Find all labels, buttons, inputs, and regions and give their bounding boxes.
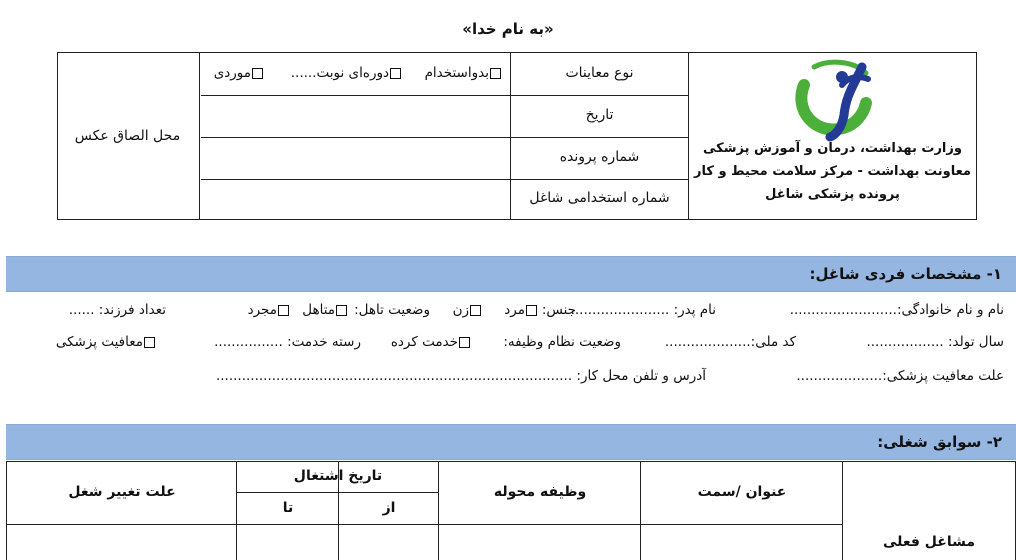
photo-cell — [56, 53, 199, 219]
row-divider — [201, 179, 688, 180]
checkbox[interactable] — [252, 68, 263, 79]
photo-label: محل الصاق عکس — [74, 128, 181, 144]
exemption-reason-field[interactable]: علت معافیت پزشکی:.................... — [796, 368, 1004, 384]
col-date-header: تاریخ اشتغال — [293, 468, 383, 484]
checkbox[interactable] — [144, 337, 155, 348]
national-id-field[interactable]: کد ملی:.................... — [664, 334, 796, 350]
employee-number-label: شماره استخدامی شاغل — [529, 190, 670, 206]
rank-field[interactable]: رسته خدمت: ................ — [214, 334, 361, 350]
option-pre-employment[interactable]: بدواستخدام — [425, 65, 502, 81]
checkbox[interactable] — [526, 305, 537, 316]
checkbox[interactable] — [490, 68, 501, 79]
col-to-header: تا — [282, 500, 294, 516]
logo-cell — [688, 53, 976, 219]
checkbox[interactable] — [278, 305, 289, 316]
row-divider — [201, 95, 688, 96]
file-type-line: پرونده پزشکی شاغل — [765, 187, 900, 202]
male-option[interactable]: مرد — [504, 302, 538, 318]
row-divider — [201, 137, 688, 138]
checkbox[interactable] — [390, 68, 401, 79]
row-divider — [7, 524, 843, 525]
option-periodic[interactable]: دوره‌ای نوبت...... — [291, 65, 402, 81]
label-column — [510, 53, 688, 219]
col-duty-header: وظیفه محوله — [493, 484, 587, 500]
served-option[interactable]: خدمت کرده — [391, 334, 471, 350]
ministry-line: وزارت بهداشت، درمان و آموزش پزشکی — [703, 141, 962, 156]
female-option[interactable]: زن — [453, 302, 482, 318]
row-divider — [237, 492, 439, 493]
job-history-table — [6, 461, 1016, 560]
col-title-header: عنوان /سمت — [697, 484, 787, 500]
current-jobs-label: مشاغل فعلی — [882, 534, 976, 550]
checkbox[interactable] — [336, 305, 347, 316]
section-personal-title: ۱- مشخصات فردی شاغل: — [809, 265, 1002, 283]
header-box — [57, 52, 977, 220]
marital-label: وضعیت تاهل: — [354, 302, 430, 318]
deputy-line: معاونت بهداشت - مرکز سلامت محیط و کار — [694, 164, 971, 179]
birth-year-field[interactable]: سال تولد: .................. — [866, 334, 1004, 350]
value-column — [199, 53, 510, 219]
option-case[interactable]: موردی — [214, 65, 264, 81]
single-option[interactable]: مجرد — [248, 302, 290, 318]
military-label: وضعیت نظام وظیفه: — [503, 334, 621, 350]
col-reason-header: علت تغییر شغل — [68, 484, 176, 500]
exam-type-label: نوع معاینات — [565, 65, 634, 81]
col-from-header: از — [382, 500, 396, 516]
checkbox[interactable] — [459, 337, 470, 348]
section-jobs-bar — [6, 424, 1016, 460]
name-field[interactable]: نام و نام خانوادگی:......................... — [789, 302, 1004, 318]
section-jobs-title: ۲- سوابق شغلی: — [877, 433, 1002, 451]
work-address-field[interactable]: آدرس و تلفن محل کار: ................................................................................... — [215, 368, 706, 384]
checkbox[interactable] — [470, 305, 481, 316]
section-personal-bar — [6, 256, 1016, 292]
children-field[interactable]: تعداد فرزند: ...... — [68, 302, 166, 318]
gender-label: جنس: — [541, 302, 576, 318]
date-label: تاریخ — [585, 107, 614, 123]
col-divider — [640, 462, 641, 560]
page-title: «به نام خدا» — [462, 20, 554, 38]
file-number-label: شماره پرونده — [559, 149, 640, 165]
married-option[interactable]: متاهل — [302, 302, 348, 318]
ministry-logo — [784, 55, 880, 145]
father-name-field[interactable]: نام پدر: ....................... — [570, 302, 716, 318]
medical-exempt-option[interactable]: معافیت پزشکی — [56, 334, 156, 350]
